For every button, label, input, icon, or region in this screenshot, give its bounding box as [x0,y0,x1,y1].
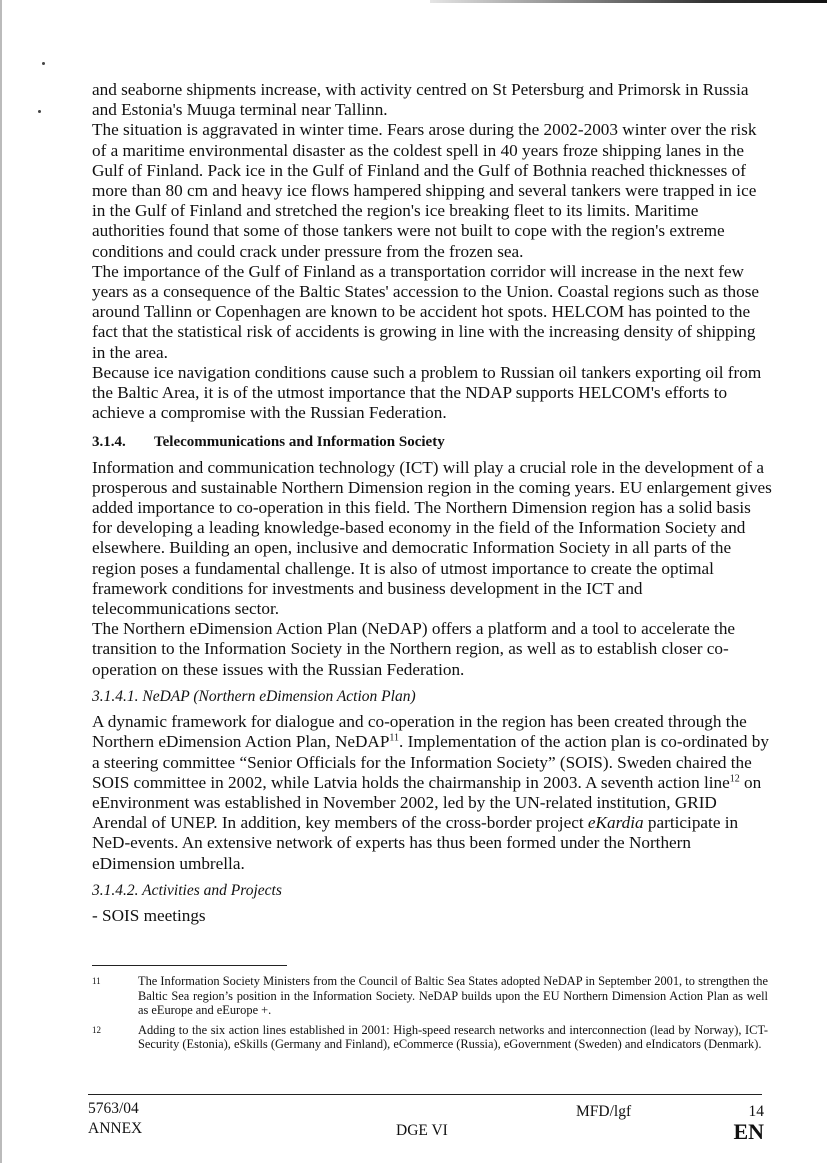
footnote-ref[interactable]: 12 [729,772,740,784]
footnote-text: The Information Society Ministers from the Council of Baltic Sea States adopted NeDAP in September 2001, to strengthen the Baltic Sea region’s position in the Information Society. NeDAP builds upon the EU Northern Dimension Action Plan as well as eEurope and eEurope +. [138,974,768,1018]
section-number: 3.1.4. [92,434,126,451]
text-run: participate in NeD-events. An extensive network of experts has thus been formed under the Northern eDimension umbrella. [92,813,739,873]
footer-separator [88,1094,762,1095]
subsection-heading-3-1-4-1: 3.1.4.1. NeDAP (Northern eDimension Action Plan) [92,687,416,705]
footnote [92,974,768,1018]
subsection-heading-3-1-4-2: 3.1.4.2. Activities and Projects [92,881,282,899]
author-reference: MFD/lgf [576,1103,632,1120]
paragraph: The situation is aggravated in winter time. Fears arose during the 2002-2003 winter over the risk of a maritime environmental disaster as the coldest spell in 40 years froze shipping lanes in the Gulf of Finland. Pack ice in the Gulf of Finland and the Gulf of Bothnia reached thicknesses of more than 80 cm and heavy ice flows hampered shipping and several tankers were trapped in ice in the Gulf of Finland and stretched the region's ice breaking fleet to its limits. Maritime authorities found that some of those tankers were not built to cope with the region's extreme conditions and could crack under pressure from the frozen sea. [92,120,757,261]
footnote-ref[interactable]: 11 [389,732,400,744]
footnote-separator [92,965,287,966]
text-run: . Implementation of the action plan is co-ordinated by a steering committee “Senior Officials for the Information Society” (SOIS). Sweden chaired the SOIS committee in 2002, while Latvia holds the chairmanship in 2003. A seventh action line [92,732,769,792]
annex-label: ANNEX [88,1120,143,1137]
text-run: on eEnvironment was established in November 2002, led by the UN-related institution, GRID Arendal of UNEP. In addition, key members of the cross-border project [92,772,762,833]
paragraph: Because ice navigation conditions cause such a problem to Russian oil tankers exporting oil from the Baltic Area, it is of the utmost importance that the NDAP supports HELCOM's efforts to achieve a compromise with the Russian Federation. [92,362,762,423]
footnotes [92,974,768,1057]
page-left-edge [0,0,2,1163]
footnote [92,1023,768,1052]
paragraph: and seaborne shipments increase, with activity centred on St Petersburg and Primorsk in Russia and Estonia's Muuga terminal near Tallinn. [92,80,749,120]
footnote-mark: 11 [92,976,101,986]
text-run: A dynamic framework for dialogue and co-operation in the region has been created through the Northern eDimension Action Plan, NeDAP [92,712,747,752]
paragraph: The Northern eDimension Action Plan (NeDAP) offers a platform and a tool to accelerate the transition to the Information Society in the Northern region, as well as to establish closer co-operation on these issues with the Russian Federation. [92,619,736,679]
scan-speck [42,62,45,65]
paragraph: Information and communication technology (ICT) will play a crucial role in the development of a prosperous and sustainable Northern Dimension region in the coming years. EU enlargement gives added importance to co-operation in this field. The Northern Dimension region has a solid basis for developing a leading knowledge-based economy in the field of the Information Society and elsewhere. Building an open, inclusive and democratic Information Society in all parts of the region poses a fundamental challenge. It is also of utmost importance to create the optimal framework conditions for investments and business development in the ICT and telecommunications sector. [92,457,772,619]
paragraph: The importance of the Gulf of Finland as a transportation corridor will increase in the next few years as a consequence of the Baltic States' accession to the Union. Coastal regions such as those around Tallinn or Copenhagen are known to be accident hot spots. HELCOM has pointed to the fact that the statistical risk of accidents is growing in line with the increasing density of shipping in the area. [92,261,760,362]
list-item: - SOIS meetings [92,905,206,925]
scan-artifact-top [430,0,827,3]
scan-speck [38,110,41,113]
footnote-mark: 12 [92,1024,101,1035]
footnote-text: Adding to the six action lines established in 2001: High-speed research networks and interconnection (lead by Norway), ICT-Security (Estonia), eSkills (Germany and Finland), eCommerce (Russia), eGovernment (Sweden) and eIndicators (Denmark). [138,1022,768,1052]
document-body [92,80,772,926]
directorate-label: DGE VI [396,1122,448,1139]
project-name: eKardia [587,813,644,833]
document-number: 5763/04 [88,1100,139,1117]
section-heading-3-1-4 [92,432,772,452]
language-code: EN [733,1119,764,1144]
page-number: 14 [748,1103,764,1120]
paragraph [92,712,772,874]
page-footer [88,1100,764,1150]
section-title: Telecommunications and Information Society [154,434,445,451]
